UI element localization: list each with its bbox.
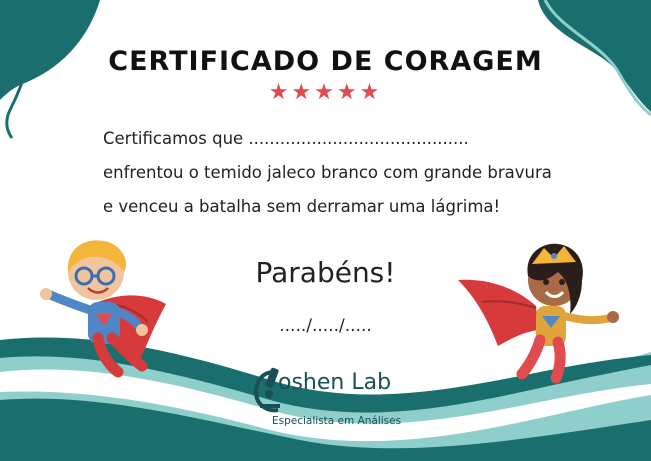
brand-logo [252,366,412,436]
brand-name: oshen Lab [278,370,392,395]
certificate-title: CERTIFICADO DE CORAGEM [108,46,543,77]
rating-stars: ★★★★★ [268,80,383,105]
certificate-body [103,122,583,224]
congratulations-text: Parabéns! [255,256,396,289]
superhero-girl-illustration [458,236,623,386]
body-line-3: e venceu a batalha sem derramar uma lágrima! [103,197,501,216]
body-line-2: enfrentou o temido jaleco branco com grande bravura [103,163,552,182]
date-placeholder: ...../...../..... [279,316,372,336]
brand-tagline: Especialista em Análises [272,415,402,427]
girl-cape [458,280,538,346]
body-line-1: Certificamos que .......................................... [103,129,469,148]
superhero-boy-illustration [38,232,168,382]
